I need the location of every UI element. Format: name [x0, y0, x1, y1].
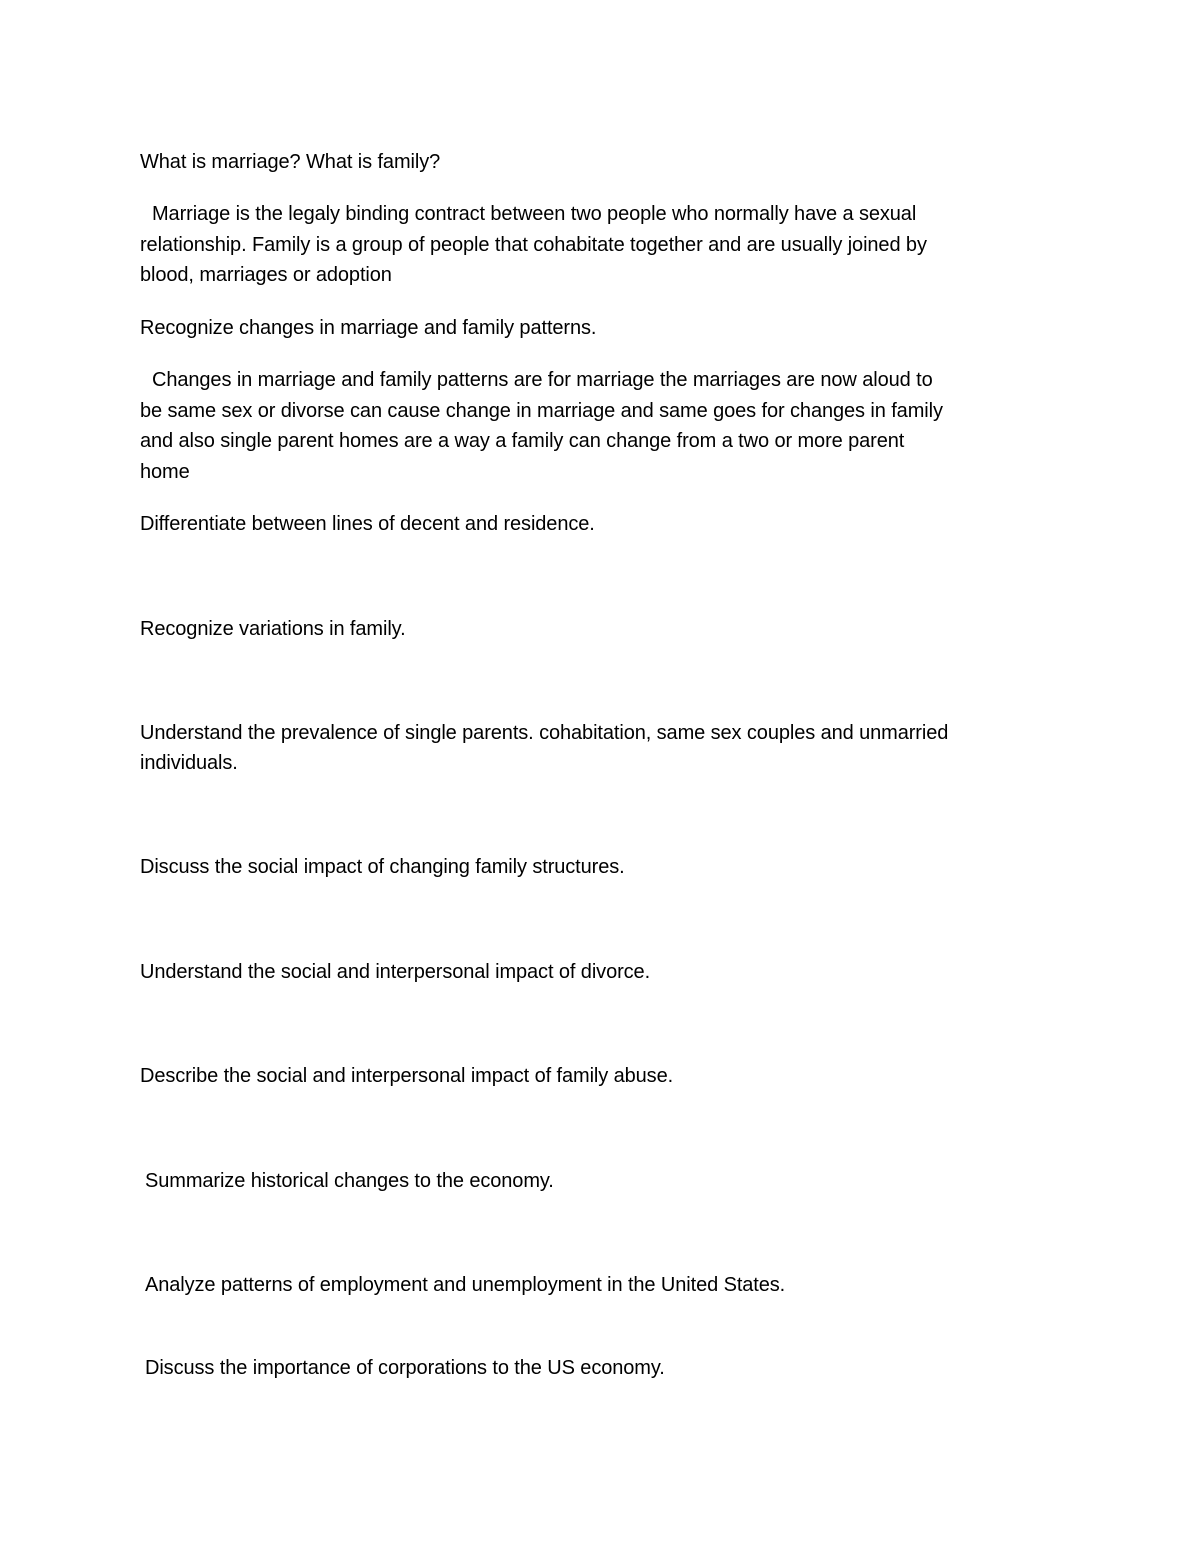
- answer-changes-line-4: home: [140, 461, 190, 483]
- question-prevalence-line-1: Understand the prevalence of single parents. cohabitation, same sex couples and unmarried: [140, 722, 949, 744]
- question-social-impact-structures: Discuss the social impact of changing family structures.: [140, 856, 625, 878]
- answer-line-2: relationship. Family is a group of people that cohabitate together and are usually joined by: [140, 234, 927, 256]
- answer-changes-line-2: be same sex or divorse can cause change in marriage and same goes for changes in family: [140, 400, 943, 422]
- question-historical-economy: Summarize historical changes to the economy.: [145, 1170, 554, 1192]
- question-impact-divorce: Understand the social and interpersonal impact of divorce.: [140, 961, 651, 983]
- question-changes-patterns: Recognize changes in marriage and family patterns.: [140, 317, 597, 339]
- answer-line-3: blood, marriages or adoption: [140, 264, 392, 286]
- answer-changes-line-1: Changes in marriage and family patterns are for marriage the marriages are now aloud to: [152, 369, 933, 391]
- answer-line-1: Marriage is the legaly binding contract between two people who normally have a sexual: [152, 203, 917, 225]
- question-prevalence-line-2: individuals.: [140, 752, 238, 774]
- question-employment-patterns: Analyze patterns of employment and unemployment in the United States.: [145, 1274, 786, 1296]
- answer-changes-line-3: and also single parent homes are a way a family can change from a two or more parent: [140, 430, 905, 452]
- question-marriage-family: What is marriage? What is family?: [140, 151, 441, 173]
- question-corporations-economy: Discuss the importance of corporations to the US economy.: [145, 1357, 665, 1379]
- question-variations-family: Recognize variations in family.: [140, 618, 406, 640]
- question-lines-of-decent: Differentiate between lines of decent and residence.: [140, 513, 595, 535]
- question-impact-family-abuse: Describe the social and interpersonal impact of family abuse.: [140, 1065, 674, 1087]
